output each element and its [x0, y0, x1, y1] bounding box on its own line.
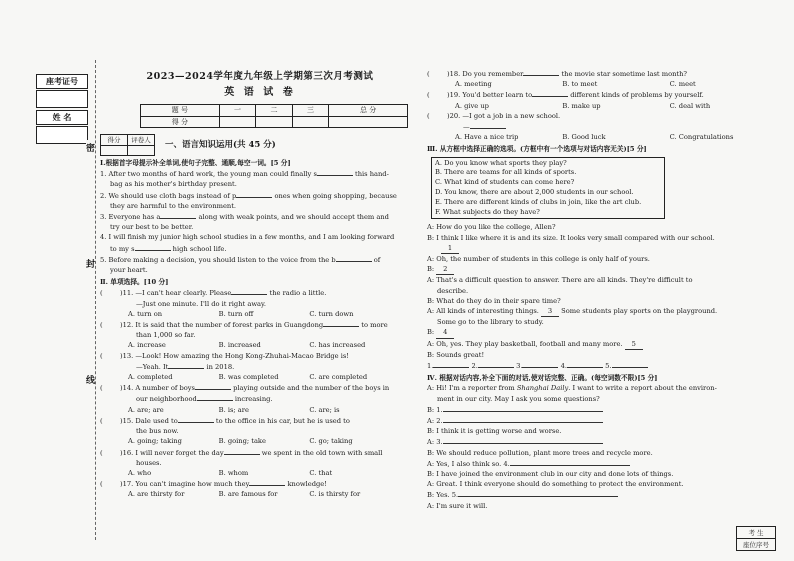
- q11-blank[interactable]: [231, 287, 267, 295]
- q12-text-2: to more: [359, 321, 388, 330]
- score-cell[interactable]: [292, 116, 329, 127]
- grader-score-cell[interactable]: [101, 146, 128, 156]
- option-c[interactable]: C. Congratulations: [669, 133, 734, 142]
- blank-4[interactable]: [510, 458, 630, 466]
- q11-reply: —Just one minute. I'll do it right away.: [136, 299, 267, 308]
- q13-blank[interactable]: [168, 361, 204, 369]
- dialog-text: A: 2.: [427, 417, 443, 426]
- box-option: E. There are different kinds of clubs in join, like the art club.: [435, 197, 642, 206]
- question-13: ( )13. —Look! How amazing the Hong Kong-Zhuhai-Macao Bridge is!: [100, 351, 349, 360]
- answer-5-label: 5.: [605, 362, 612, 371]
- seal-mi: 密: [86, 140, 95, 155]
- q11-text: )11. —I can't hear clearly. Please: [120, 289, 232, 298]
- q14-options: [100, 405, 400, 415]
- option-a[interactable]: A. Have a nice trip: [455, 133, 519, 142]
- q3-cont: try our best to be better.: [110, 223, 194, 232]
- q11-text-2: the radio a little.: [267, 289, 327, 298]
- q11-options: [100, 309, 400, 319]
- dialog-line: B: What do they do in their spare time?: [427, 296, 561, 305]
- dialog-text-2: . I want to write a report about the environ-: [568, 384, 717, 393]
- q2-cont: they are harmful to the environment.: [110, 201, 237, 210]
- question-5: [100, 254, 400, 265]
- answer-1-blank[interactable]: [433, 360, 469, 368]
- q18-text-2: the movie star sometime last month?: [559, 70, 687, 78]
- q1-text-2: this hand-: [352, 170, 389, 179]
- option-b[interactable]: B. to meet: [562, 80, 598, 89]
- q4-blank[interactable]: [135, 243, 171, 251]
- q17-text-2: knowledge!: [285, 480, 327, 489]
- dialog-blank-5: [427, 489, 777, 500]
- question-2: [100, 190, 400, 201]
- answer-3-label: 3.: [516, 362, 523, 371]
- dialog-line: describe.: [437, 286, 469, 295]
- dialog-slot-3: [427, 306, 777, 317]
- dialog-text: A: All kinds of interesting things.: [427, 307, 539, 316]
- q12-blank[interactable]: [323, 319, 359, 327]
- q20-reply: [427, 121, 777, 132]
- dialog-slot-2: [427, 264, 777, 275]
- blank-1[interactable]: [443, 404, 603, 412]
- dialog-text: B: 1.: [427, 405, 443, 414]
- answer-row: [427, 360, 777, 371]
- seal-xian: 线: [86, 372, 95, 387]
- q1-text: 1. After two months of hard work, the young man could finally s: [100, 170, 317, 179]
- box-option: A. Do you know what sports they play?: [435, 158, 567, 167]
- q2-blank[interactable]: [236, 190, 272, 198]
- q12-options: [100, 340, 400, 350]
- slot-2[interactable]: 2: [436, 264, 454, 275]
- seat-label-2: 座位序号: [743, 541, 769, 549]
- question-19: ( )19. You'd better learn to different kinds of problems by yourself.: [427, 91, 704, 100]
- dialog-slot-4: [427, 327, 777, 338]
- blank-3[interactable]: [443, 436, 603, 444]
- box-option: B. There are teams for all kinds of sports.: [435, 168, 577, 177]
- option-c[interactable]: C. are completed: [309, 373, 368, 382]
- left-column: [100, 68, 400, 500]
- q13-reply: [100, 361, 400, 372]
- q18-options: [427, 79, 777, 89]
- q13-text-2: —Yeah. It: [136, 362, 169, 371]
- q14-blank-2[interactable]: [197, 393, 233, 401]
- slot-3[interactable]: 3: [541, 306, 559, 317]
- option-c[interactable]: C. turn down: [309, 309, 354, 318]
- q15-options: [100, 436, 400, 446]
- q20-text: )20. —I got a job in a new school.: [447, 111, 561, 120]
- exam-subtitle: 英 语 试 卷: [224, 87, 296, 99]
- option-a[interactable]: A. who: [128, 468, 152, 477]
- exam-title: 2023—2024学年度九年级上学期第三次月考测试: [146, 71, 374, 82]
- score-head: 总 分: [329, 105, 408, 116]
- box-option: D. You know, there are about 2,000 students in our school.: [435, 188, 634, 197]
- option-b[interactable]: B. make up: [562, 101, 601, 110]
- dialog-blank-1: [427, 404, 777, 415]
- question-4: 4. I will finish my junior high school studies in a few months, and I am looking forward: [100, 233, 395, 242]
- q4-text: to my s: [110, 244, 135, 253]
- q20-options: [427, 132, 777, 142]
- dialog-line: A: How do you like the college, Allen?: [427, 223, 556, 232]
- section1-title: 一、语言知识运用(共 45 分): [165, 139, 276, 150]
- q16-text-2: we spent in the old town with small: [259, 448, 383, 457]
- dialog-blank-4: [427, 458, 777, 469]
- option-a[interactable]: A. are; are: [128, 405, 164, 414]
- dialog-text: A: 3.: [427, 438, 443, 447]
- option-b[interactable]: B. turn off: [218, 309, 254, 318]
- question-11: ( )11. —I can't hear clearly. Please the radio a little.: [100, 289, 327, 298]
- dialog-blank-3: [427, 436, 777, 447]
- part4-instructions: Ⅳ. 根据对话内容,补全下面的对话,使对话完整、正确。(每空词数不限)[5 分]: [427, 374, 658, 383]
- dialog-text-2: Some students play sports on the playground.: [559, 307, 718, 316]
- q5-text-2: of: [371, 255, 381, 264]
- q20-dash: —: [463, 123, 470, 132]
- score-cell[interactable]: [329, 116, 408, 127]
- grader-label: 评卷人: [128, 134, 155, 145]
- exam-number-label: 座考证号: [36, 74, 88, 89]
- q14-cont: [100, 393, 400, 404]
- options-box: [431, 157, 665, 220]
- score-table: [140, 104, 408, 127]
- option-b[interactable]: B. was completed: [218, 373, 279, 382]
- seat-number-box: [736, 526, 776, 551]
- q14-text-2: playing outside and the number of the boys in: [231, 384, 390, 393]
- q17-options: [100, 489, 400, 499]
- q3-text-2: along with weak points, and we should accept them and: [196, 213, 389, 222]
- part2-instructions: Ⅱ. 单项选择。[10 分]: [100, 278, 169, 287]
- q2-text-2: ones when going shopping, because: [272, 191, 397, 200]
- q3-blank[interactable]: [160, 211, 196, 219]
- q15-text-2: to the office in his car, but he is used to: [213, 416, 350, 425]
- question-20: ( )20. —I got a job in a new school.: [427, 111, 561, 120]
- exam-number-box[interactable]: [36, 90, 88, 108]
- q15-blank[interactable]: [178, 415, 214, 423]
- question-18: ( )18. Do you remember the movie star sometime last month?: [427, 70, 687, 78]
- score-label: 得 分: [141, 116, 220, 127]
- q16-text: )16. I will never forget the day: [120, 448, 224, 457]
- option-a[interactable]: A. increase: [128, 341, 166, 350]
- q13-options: [100, 372, 400, 382]
- q4-cont: [100, 243, 400, 254]
- option-a[interactable]: A. are thirsty for: [128, 490, 185, 499]
- q1-blank[interactable]: [317, 168, 353, 176]
- dialog-line: A: Oh, the number of students in this college is only half of yours.: [427, 255, 650, 264]
- q16-options: [100, 468, 400, 478]
- option-c[interactable]: C. are; is: [309, 405, 340, 414]
- box-option: F. What subjects do they have?: [435, 207, 540, 216]
- dialog-line: ment in our city. May I ask you some questions?: [437, 394, 600, 403]
- option-a[interactable]: A. completed: [128, 373, 173, 382]
- score-head: 三: [292, 105, 329, 116]
- dialog-line: B: I have joined the environment club in our city and done lots of things.: [427, 470, 674, 479]
- option-c[interactable]: C. go; taking: [309, 437, 353, 446]
- dialog-text: A: Yes, I also think so. 4.: [427, 459, 510, 468]
- box-option: C. What kind of students can come here?: [435, 178, 575, 187]
- option-b[interactable]: B. going; take: [218, 437, 266, 446]
- option-b[interactable]: B. is; are: [218, 405, 249, 414]
- option-a[interactable]: A. turn on: [128, 309, 163, 318]
- dialog-line: B: I think it is getting worse and worse.: [427, 427, 562, 436]
- dialog-line: Some go to the library to study.: [437, 318, 544, 327]
- grader-score-label: 得分: [101, 134, 128, 145]
- q17-text: )17. You can't imagine how much they: [120, 480, 250, 489]
- question-15: ( )15. Dale used to to the office in his car, but he is used to: [100, 416, 350, 425]
- dialog-text: B: Yes. 5.: [427, 491, 459, 500]
- q13-text: )13. —Look! How amazing the Hong Kong-Zhuhai-Macao Bridge is!: [120, 351, 349, 360]
- q16-blank[interactable]: [224, 447, 260, 455]
- right-column: [427, 68, 777, 511]
- q15-text: )15. Dale used to: [120, 416, 178, 425]
- dialog-text: A: Hi! I'm a reporter from: [427, 384, 517, 393]
- slot-1[interactable]: 1: [441, 243, 459, 254]
- answer-2-label: 2.: [471, 362, 478, 371]
- score-cell[interactable]: [219, 116, 256, 127]
- blank-2[interactable]: [443, 415, 603, 423]
- question-12: ( )12. It is said that the number of forest parks in Guangdong to more: [100, 321, 388, 330]
- option-a[interactable]: A. give up: [455, 101, 489, 110]
- answer-3-blank[interactable]: [522, 360, 558, 368]
- q19-options: [427, 101, 777, 111]
- q13-text-3: in 2018.: [204, 362, 235, 371]
- dialog-line: B: We should reduce pollution, plant more trees and recycle more.: [427, 448, 653, 457]
- option-c[interactable]: C. that: [309, 468, 333, 477]
- score-cell[interactable]: [256, 116, 293, 127]
- option-b[interactable]: B. whom: [218, 468, 249, 477]
- q16-cont: houses.: [136, 458, 162, 467]
- q19-text: )19. You'd better learn to: [447, 91, 533, 100]
- option-a[interactable]: A. meeting: [455, 80, 492, 89]
- q5-blank[interactable]: [336, 254, 372, 262]
- question-16: ( )16. I will never forget the day we spent in the old town with small: [100, 448, 383, 457]
- q5-cont: your heart.: [110, 266, 148, 275]
- seal-feng: 封: [86, 256, 95, 271]
- seat-label: 考 生: [737, 527, 775, 539]
- part3-instructions: Ⅲ. 从方框中选择正确的选项。(方框中有一个选项与对话内容无关)[5 分]: [427, 145, 647, 154]
- q17-blank[interactable]: [249, 478, 285, 486]
- dialog-slot-1: [427, 243, 777, 254]
- score-head: 题 号: [141, 105, 220, 116]
- dialog-line: B: I think I like where it is and its size. It looks very small compared with our school.: [427, 233, 715, 242]
- question-17: ( )17. You can't imagine how much they knowledge!: [100, 480, 327, 489]
- dialog-slot-5: [427, 339, 777, 350]
- dialog-line: B: Sounds great!: [427, 350, 485, 359]
- name-box[interactable]: [36, 126, 88, 144]
- question-1: [100, 168, 400, 179]
- option-b[interactable]: B. increased: [218, 341, 261, 350]
- speaker-b: B:: [427, 265, 435, 274]
- option-c[interactable]: C. has increased: [309, 341, 366, 350]
- dialog-line: A: I'm sure it will.: [427, 501, 488, 510]
- binding-margin: [0, 0, 88, 561]
- answer-4-blank[interactable]: [567, 360, 603, 368]
- section1-header: [100, 134, 400, 156]
- grader-cell[interactable]: [128, 146, 155, 156]
- score-head: 二: [256, 105, 293, 116]
- q3-text: 3. Everyone has a: [100, 213, 161, 222]
- q12-cont: than 1,000 so far.: [136, 331, 196, 340]
- question-14: ( )14. A number of boys playing outside and the number of the boys in: [100, 384, 390, 393]
- q14-text: )14. A number of boys: [120, 384, 195, 393]
- part1-instructions: Ⅰ.根据首字母提示补全单词,使句子完整、通顺,每空一词。[5 分]: [100, 159, 291, 168]
- speaker-b: B:: [427, 328, 435, 337]
- question-3: [100, 211, 400, 222]
- answer-4-label: 4.: [560, 362, 567, 371]
- newspaper-name: Shanghai Daily: [516, 384, 569, 393]
- slot-5[interactable]: 5: [625, 339, 643, 350]
- q15-cont: the bus now.: [136, 427, 179, 436]
- name-label: 姓 名: [36, 110, 88, 125]
- dialog-line: A: That's a difficult question to answer. There are all kinds. They're difficult to: [427, 276, 693, 285]
- grader-box: [100, 134, 155, 156]
- answer-1-label: 1.: [427, 362, 434, 371]
- score-head: 一: [219, 105, 256, 116]
- q5-text: 5. Before making a decision, you should listen to the voice from the b: [100, 255, 336, 264]
- blank-5[interactable]: [458, 489, 618, 497]
- seal-line: [95, 60, 96, 540]
- q14-blank[interactable]: [195, 382, 231, 390]
- q19-text-2: different kinds of problems by yourself.: [568, 91, 704, 100]
- answer-5-blank[interactable]: [612, 360, 648, 368]
- q14-text-3: our neighborhood: [136, 395, 197, 404]
- dialog-blank-2: [427, 415, 777, 426]
- option-b[interactable]: B. Good luck: [562, 133, 606, 142]
- q14-text-4: increasing.: [232, 395, 273, 404]
- q18-text: )18. Do you remember: [447, 70, 524, 78]
- answer-2-blank[interactable]: [478, 360, 514, 368]
- q20-blank[interactable]: [470, 121, 506, 129]
- q2-text: 2. We should use cloth bags instead of p: [100, 191, 237, 200]
- q19-blank[interactable]: [532, 89, 568, 97]
- dialog-text: A: Oh, yes. They play basketball, football and many more.: [427, 339, 623, 348]
- option-b[interactable]: B. are famous for: [218, 490, 278, 499]
- q4-text-2: high school life.: [170, 244, 227, 253]
- q18-blank[interactable]: [523, 68, 559, 76]
- dialog-line: [427, 383, 777, 393]
- q1-cont: bag as his mother's birthday present.: [110, 180, 237, 189]
- option-c[interactable]: C. deal with: [669, 101, 711, 110]
- option-c[interactable]: C. is thirsty for: [309, 490, 361, 499]
- q12-text: )12. It is said that the number of forest parks in Guangdong: [120, 321, 324, 330]
- slot-4[interactable]: 4: [436, 327, 454, 338]
- option-a[interactable]: A. going; taking: [128, 437, 182, 446]
- option-c[interactable]: C. meet: [669, 80, 696, 89]
- dialog-line: A: Great. I think everyone should do something to protect the environment.: [427, 480, 684, 489]
